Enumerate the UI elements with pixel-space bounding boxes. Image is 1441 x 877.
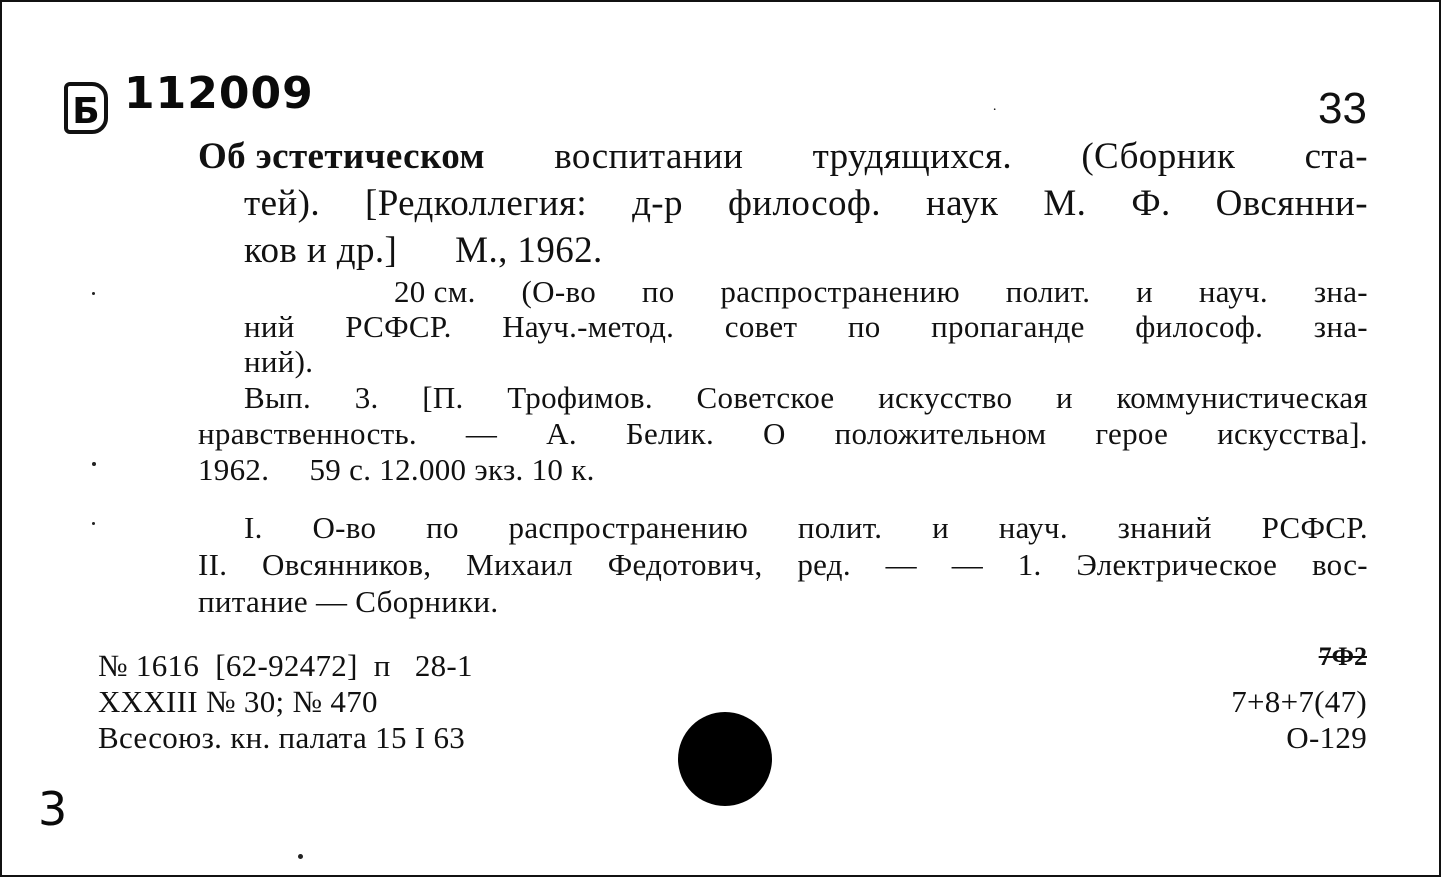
word: [Редколлегия: — [364, 183, 588, 224]
word: Федотович, — [607, 547, 763, 582]
word: ред. — [797, 547, 851, 582]
word: Науч.-метод. — [502, 309, 675, 344]
word: пропаганде — [931, 309, 1085, 344]
word: по — [426, 510, 459, 545]
word: зна- — [1313, 309, 1368, 344]
word: Михаил — [466, 547, 573, 582]
punch-hole — [678, 712, 772, 806]
word: полит. — [797, 510, 883, 545]
card-order-number: № 1616 [62-92472] п 28-1 — [98, 648, 473, 683]
word: РСФСР. — [345, 309, 452, 344]
word: А. — [546, 416, 577, 451]
issue-line-1 — [244, 380, 1368, 416]
word: — — [885, 547, 917, 582]
author-mark: О-129 — [1286, 720, 1367, 755]
series-line-2 — [244, 309, 1368, 345]
word: 3. — [354, 380, 379, 415]
word: распространению — [720, 274, 960, 309]
ink-speck: ˙ — [992, 106, 998, 123]
word: О — [763, 416, 786, 451]
word: по — [641, 274, 675, 309]
issue-line-2 — [198, 416, 1368, 452]
card-number: 33 — [1318, 84, 1367, 133]
word: (Сборник — [1081, 136, 1236, 177]
series-line-3: ний). — [244, 344, 314, 379]
word: и — [1055, 380, 1073, 415]
word: философ. — [1135, 309, 1264, 344]
title-bold: Об эстетическом — [198, 136, 486, 177]
tracings-line-2 — [198, 547, 1368, 583]
word: [П. — [422, 380, 464, 415]
issue-line-3: 1962. 59 с. 12.000 экз. 10 к. — [198, 452, 595, 487]
word: искусства]. — [1217, 416, 1368, 451]
word: Советское — [696, 380, 835, 415]
margin-note: 3 — [38, 782, 68, 836]
margin-speck — [92, 292, 95, 295]
word: и — [1136, 274, 1153, 309]
title-line-3: ков и др.] М., 1962. — [244, 230, 603, 271]
word: Ф. — [1131, 183, 1171, 224]
word: — — [951, 547, 984, 582]
word: Электрическое — [1076, 547, 1278, 582]
word: и — [932, 510, 949, 545]
margin-speck — [298, 854, 303, 859]
word: распространению — [508, 510, 749, 545]
word: искусство — [878, 380, 1013, 415]
word: науч. — [1198, 274, 1268, 309]
word: Трофимов. — [507, 380, 653, 415]
title-line-1 — [198, 135, 1368, 178]
tracings-line-3: питание — Сборники. — [198, 584, 499, 619]
word: I. — [244, 510, 263, 545]
word: науч. — [998, 510, 1068, 545]
word: по — [847, 309, 881, 344]
word: О-во — [312, 510, 377, 545]
word: М. — [1043, 183, 1087, 224]
title-line-2 — [244, 182, 1368, 225]
word: философ. — [727, 183, 881, 224]
word: герое — [1095, 416, 1169, 451]
word: вос- — [1311, 547, 1368, 582]
struck-code: 7Ф2 — [1318, 642, 1367, 671]
margin-speck — [92, 522, 95, 525]
margin-speck — [92, 462, 96, 466]
word: II. — [198, 547, 228, 582]
word: совет — [724, 309, 798, 344]
collection-mark: Б — [64, 82, 108, 134]
word: — — [465, 416, 498, 451]
word: ний — [244, 309, 295, 344]
word: воспитании — [554, 136, 744, 177]
word: коммунистическая — [1116, 380, 1368, 415]
word: положительном — [834, 416, 1047, 451]
word: Овсянни- — [1215, 183, 1368, 224]
word: наук — [925, 183, 999, 224]
word: ста- — [1304, 136, 1368, 177]
word: нравственность. — [198, 416, 417, 451]
word: зна- — [1313, 274, 1368, 309]
series-numbers: XXXIII № 30; № 470 — [98, 684, 378, 719]
word: трудящихся. — [812, 136, 1013, 177]
word: 20 см. — [394, 274, 476, 309]
word: полит. — [1005, 274, 1091, 309]
word: Вып. — [244, 380, 312, 415]
word: (О-во — [521, 274, 596, 309]
classification-index: 7+8+7(47) — [1231, 684, 1367, 719]
word: тей). — [244, 183, 320, 224]
word: Овсянников, — [262, 547, 432, 582]
word: д-р — [632, 183, 683, 224]
series-line-1 — [394, 274, 1368, 310]
shelf-code: 112009 — [124, 68, 314, 119]
tracings-line-1 — [244, 510, 1368, 546]
word: РСФСР. — [1261, 510, 1368, 545]
chamber-imprint: Всесоюз. кн. палата 15 I 63 — [98, 720, 466, 755]
word: знаний — [1117, 510, 1212, 545]
word: Белик. — [625, 416, 715, 451]
word: 1. — [1017, 547, 1042, 582]
